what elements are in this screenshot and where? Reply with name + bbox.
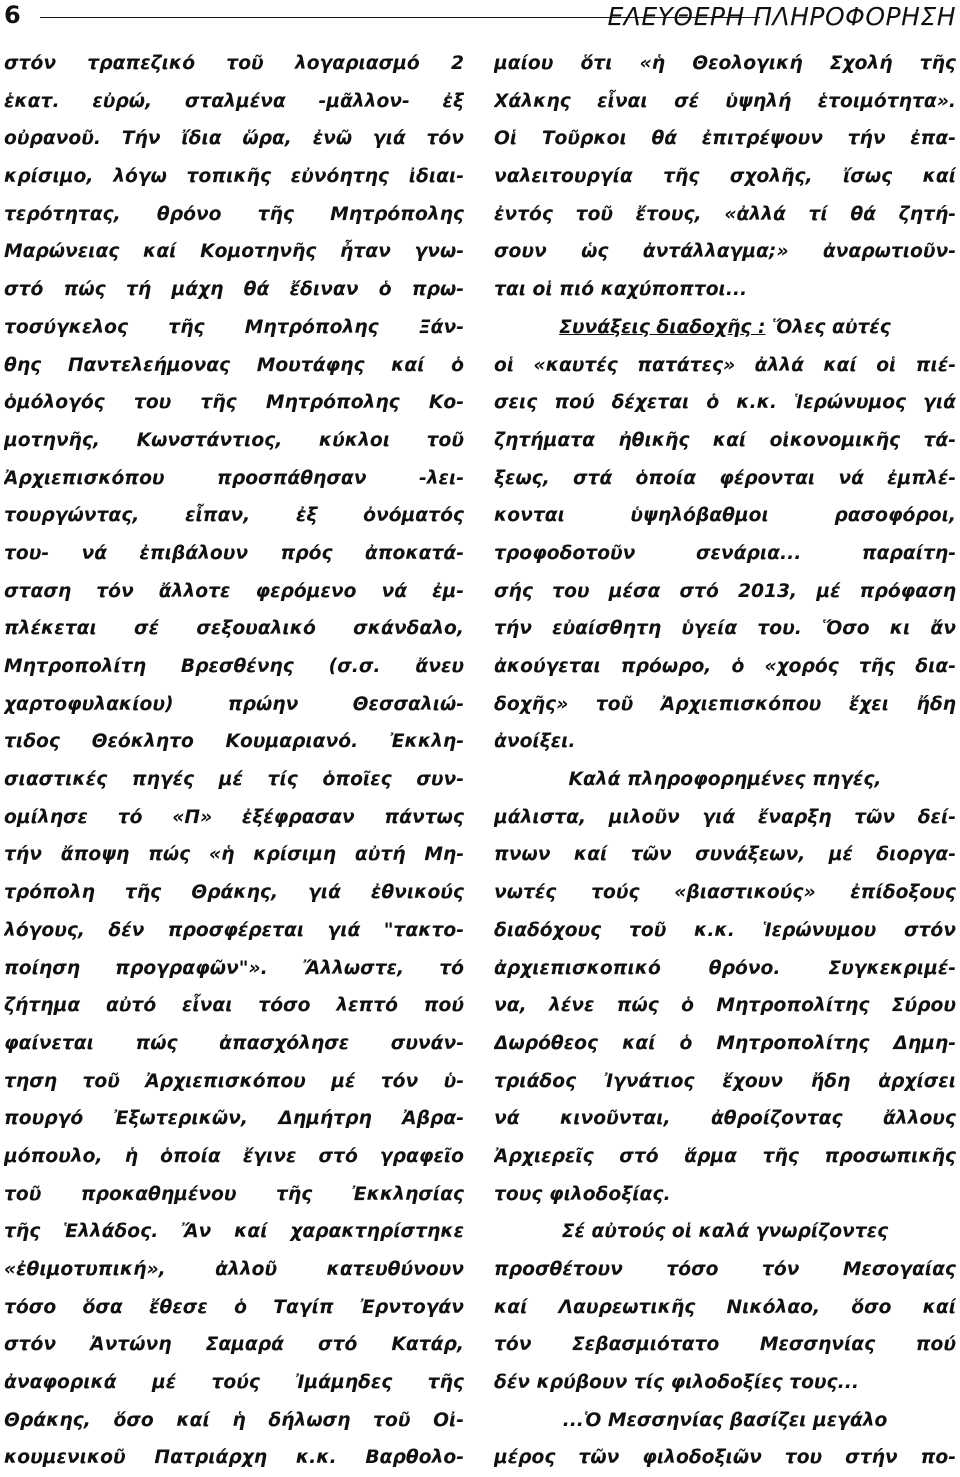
text-line: Δωρόθεος καί ὁ Μητροπολίτης Δημη- [494, 1032, 956, 1054]
text-line: σταση τόν ἄλλοτε φερόμενο νά ἐμ- [4, 580, 464, 602]
text-line: μέρος τῶν φιλοδοξιῶν του στήν πο- [494, 1447, 956, 1469]
text-line: διαδόχους τοῦ κ.κ. Ἱερώνυμου στόν [494, 919, 956, 941]
text-line: ἀναφορικά μέ τούς Ἰμάμηδες τῆς [4, 1372, 464, 1394]
text-line: Ἀρχιεπισκόπου προσπάθησαν -λει- [4, 467, 464, 489]
text-line: τρόπολη τῆς Θράκης, γιά ἐθνικούς [4, 882, 464, 904]
text-line: Μαρώνειας καί Κομοτηνῆς ἦταν γνω- [4, 241, 464, 263]
publication-name: ΕΛΕΥΘΕΡΗ ΠΛΗΡΟΦΟΡΗΣΗ [607, 2, 956, 31]
text-line: ἀκούγεται πρόωρο, ὁ «χορός τῆς δια- [494, 656, 956, 677]
text-line: προσθέτουν τόσο τόν Μεσογαίας [494, 1259, 956, 1280]
text-line: ἀρχιεπισκοπικό θρόνο. Συγκεκριμέ- [494, 957, 956, 979]
text-line: τοσύγκελος τῆς Μητρόπολης Ξάν- [4, 316, 464, 338]
text-line: θης Παντελεήμονας Μουτάφης καί ὁ [4, 354, 464, 376]
text-line: χαρτοφυλακίου) πρώην Θεσσαλιώ- [4, 693, 464, 715]
text-line: τους φιλοδοξίας. [494, 1183, 671, 1205]
text-line: Ἀρχιερεῖς στό ἅρμα τῆς προσωπικῆς [494, 1145, 956, 1167]
text-line: τόν Σεβασμιότατο Μεσσηνίας πού [494, 1334, 956, 1356]
text-line: τροφοδοτοῦν σενάρια... παραίτη- [494, 542, 956, 564]
text-line: πλέκεται σέ σεξουαλικό σκάνδαλο, [4, 618, 464, 640]
text-line: τιδος Θεόκλητο Κουμαριανό. Ἐκκλη- [4, 731, 464, 753]
text-line: ζητήματα ἠθικῆς καί οἰκονομικῆς τά- [494, 429, 956, 451]
text-line: στόν τραπεζικό τοῦ λογαριασμό 2 [4, 53, 464, 74]
text-line: ἐντός τοῦ ἔτους, «ἀλλά τί θά ζητή- [494, 203, 956, 225]
text-line: Οἱ Τοῦρκοι θά ἐπιτρέψουν τήν ἐπα- [494, 128, 956, 150]
text-line: τοῦ προκαθημένου τῆς Ἐκκλησίας [4, 1183, 464, 1205]
text-line: νά κινοῦνται, ἀθροίζοντας ἄλλους [494, 1108, 956, 1130]
text-line: μοτηνῆς, Κωνστάντιος, κύκλοι τοῦ [4, 429, 464, 451]
text-line: να, λένε πώς ὁ Μητροπολίτης Σύρου [494, 995, 956, 1017]
text-line: τηση τοῦ Ἀρχιεπισκόπου μέ τόν ὑ- [4, 1070, 464, 1092]
text-line-tail: Ὅλες αὐτές [765, 316, 891, 338]
text-line: ὁμόλογός του τῆς Μητρόπολης Κο- [4, 392, 464, 414]
text-line: μόπουλο, ἡ ὁποία ἔγινε στό γραφεῖο [4, 1145, 464, 1167]
text-line: ναλειτουργία τῆς σχολῆς, ἴσως καί [494, 166, 956, 188]
text-line: στόν Ἀντώνη Σαμαρά στό Κατάρ, [4, 1334, 464, 1356]
text-line: τήν εὐαίσθητη ὑγεία του. Ὅσο κι ἄν [494, 618, 956, 640]
article-column-right [494, 45, 956, 1477]
text-line: λόγους, δέν προσφέρεται γιά "τακτο- [4, 919, 464, 941]
text-line: φαίνεται πώς ἀπασχόλησε συνάν- [4, 1032, 464, 1054]
text-line: σιαστικές πηγές μέ τίς ὁποῖες συν- [4, 769, 464, 791]
text-line: Σέ αὐτούς οἱ καλά γνωρίζοντες [561, 1221, 889, 1243]
text-line: δοχῆς» τοῦ Ἀρχιεπισκόπου ἔχει ἤδη [494, 693, 956, 715]
text-line: τριάδος Ἰγνάτιος ἔχουν ἤδη ἀρχίσει [494, 1070, 956, 1092]
text-line: πουργό Ἐξωτερικῶν, Δημήτρη Ἀβρα- [4, 1108, 464, 1130]
text-line: ...Ὁ Μεσσηνίας βασίζει μεγάλο [562, 1409, 888, 1431]
page-number: 6 [4, 1, 21, 29]
text-line: Καλά πληροφορημένες πηγές, [568, 769, 882, 791]
text-line: τερότητας, θρόνο τῆς Μητρόπολης [4, 203, 464, 225]
text-line: πνων καί τῶν συνάξεων, μέ διοργα- [494, 844, 956, 866]
text-line: νωτές τούς «βιαστικούς» ἐπίδοξους [494, 882, 956, 904]
text-line: τουργώντας, εἶπαν, ἐξ ὀνόματός [4, 505, 464, 527]
text-line: κρίσιμο, λόγω τοπικῆς εὐνόητης ἰδιαι- [4, 166, 464, 188]
text-line: σουν ὡς ἀντάλλαγμα;» ἀναρωτιοῦν- [494, 241, 956, 263]
text-line: κουμενικοῦ Πατριάρχη κ.κ. Βαρθολο- [4, 1447, 464, 1469]
text-line: ἑκατ. εὐρώ, σταλμένα -μᾶλλον- ἐξ [4, 90, 464, 112]
text-line: οὐρανοῦ. Τήν ἴδια ὥρα, ἐνῶ γιά τόν [4, 128, 464, 150]
text-line: σεις πού δέχεται ὁ κ.κ. Ἱερώνυμος γιά [494, 392, 956, 414]
page-header [0, 0, 960, 40]
text-line: «ἐθιμοτυπική», ἀλλοῦ κατευθύνουν [4, 1259, 464, 1280]
text-line: μάλιστα, μιλοῦν γιά ἔναρξη τῶν δεί- [494, 806, 956, 828]
text-line: ἀνοίξει. [494, 731, 576, 753]
text-line: τήν ἄποψη πώς «ἡ κρίσιμη αὐτή Μη- [4, 844, 464, 866]
text-line: δέν κρύβουν τίς φιλοδοξίες τους... [494, 1372, 859, 1394]
text-line [494, 309, 956, 347]
text-line: ποίηση προγραφῶν"». Ἄλλωστε, τό [4, 957, 464, 979]
text-line: καί Λαυρεωτικῆς Νικόλαο, ὅσο καί [494, 1296, 956, 1318]
text-line: ομίλησε τό «Π» ἐξέφρασαν πάντως [4, 806, 464, 828]
text-line: οἱ «καυτές πατάτες» ἀλλά καί οἱ πιέ- [494, 354, 956, 376]
text-line: κονται ὑψηλόβαθμοι ρασοφόροι, [494, 505, 956, 527]
text-line: στό πώς τή μάχη θά ἔδιναν ὁ πρω- [4, 279, 464, 301]
text-line: μαίου ὅτι «ἡ Θεολογική Σχολή τῆς [494, 53, 956, 74]
text-line: του- νά ἐπιβάλουν πρός ἀποκατά- [4, 542, 464, 564]
article-column-left [4, 45, 464, 1477]
text-line: ται οἱ πιό καχύποπτοι... [494, 279, 748, 301]
text-line: ζήτημα αὐτό εἶναι τόσο λεπτό πού [4, 995, 464, 1017]
text-line: τόσο ὅσα ἔθεσε ὁ Ταγίπ Ἐρντογάν [4, 1296, 464, 1318]
text-line: σής του μέσα στό 2013, μέ πρόφαση [494, 580, 956, 602]
text-line: Θράκης, ὅσο καί ἡ δήλωση τοῦ Οἰ- [4, 1409, 464, 1431]
section-heading: Συνάξεις διαδοχῆς : [559, 316, 766, 338]
text-line: ξεως, στά ὁποία φέρονται νά ἐμπλέ- [494, 467, 956, 489]
text-line: τῆς Ἑλλάδος. Ἄν καί χαρακτηρίστηκε [4, 1221, 464, 1243]
text-line: Χάλκης εἶναι σέ ὑψηλή ἑτοιμότητα». [494, 90, 956, 112]
text-line: Μητροπολίτη Βρεσθένης (σ.σ. ἄνευ [4, 656, 464, 677]
